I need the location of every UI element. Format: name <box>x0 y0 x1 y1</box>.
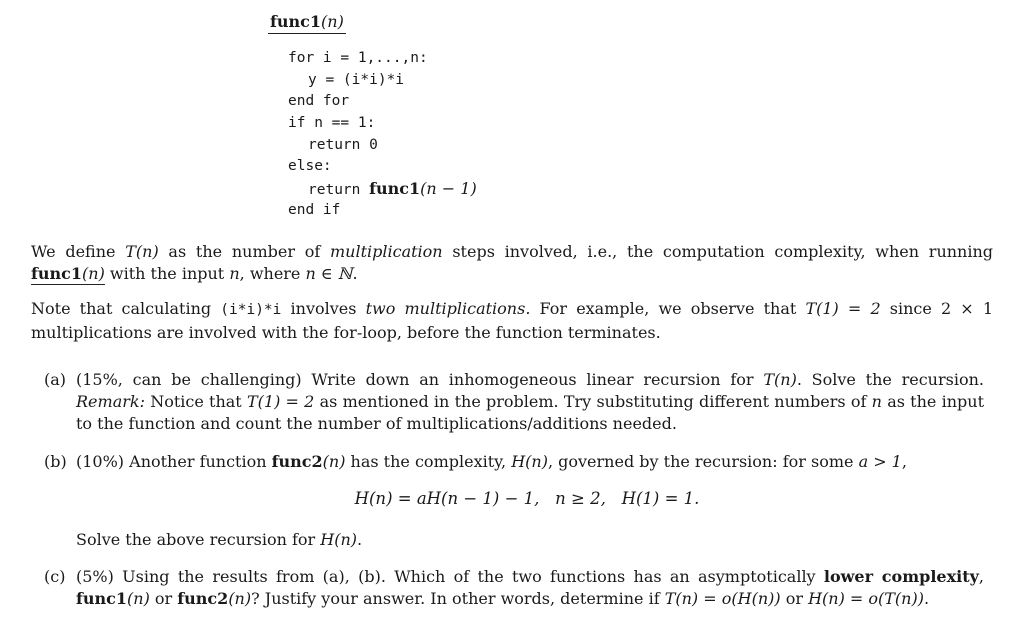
text: or <box>780 588 809 608</box>
code-line: else: <box>288 158 332 175</box>
math: n <box>871 391 882 411</box>
code-line: end for <box>288 93 350 110</box>
math: H(n) <box>320 530 358 549</box>
text: ? Justify your answer. In other words, determine if <box>251 588 665 608</box>
text: steps involved, i.e., the computation complexity, when running <box>442 242 994 261</box>
code-function-name: func1 <box>369 179 421 199</box>
math: n ∈ ℕ <box>305 263 353 283</box>
text: Note that calculating <box>31 299 221 318</box>
math: H(n) <box>511 452 548 471</box>
code-line: if n == 1: <box>288 115 376 132</box>
text: has the complexity, <box>345 452 512 471</box>
emphasis: multiplication <box>330 242 443 261</box>
math: n <box>229 263 240 283</box>
question-label: (c) <box>44 567 66 586</box>
function-name: func2 <box>271 452 323 471</box>
text: . <box>352 263 358 283</box>
text: (15%, can be challenging) Write down an inhomogeneous linear recursion for <box>76 370 764 389</box>
code-line: for i = 1,...,n: <box>288 50 428 66</box>
math: T(1) = 2 <box>805 299 881 318</box>
text: involves <box>281 299 366 318</box>
math: a > 1 <box>858 452 902 471</box>
recursion-equation: H(n) = aH(n − 1) − 1, n ≥ 2, H(1) = 1. <box>354 489 700 508</box>
algorithm-code <box>288 48 477 222</box>
code-keyword: return <box>308 182 370 199</box>
function-arg: (n) <box>82 263 105 283</box>
algorithm-function-arg: (n) <box>321 12 344 31</box>
text: For example, we observe that <box>530 299 806 318</box>
text: We define <box>31 242 126 261</box>
question-b-instruction <box>76 530 362 549</box>
code-line: end if <box>288 201 341 218</box>
text: Solve the above recursion for <box>76 530 321 549</box>
text: . <box>923 588 930 608</box>
text: . Solve the recursion. <box>796 370 984 389</box>
math: 2 × 1 <box>940 299 994 318</box>
emphasis: Remark: <box>76 391 145 411</box>
text: (5%) Using the results from (a), (b). Which of the two functions has an asymptotically <box>76 567 824 586</box>
question-label: (b) <box>44 452 67 471</box>
algorithm-function-name: func1 <box>270 12 322 31</box>
question-b <box>44 451 984 473</box>
text: . <box>357 530 363 549</box>
question-a <box>44 369 984 434</box>
text: Notice that <box>144 391 247 411</box>
text: since <box>880 299 941 318</box>
text: with the input <box>104 263 230 283</box>
function-arg: (n) <box>127 588 150 608</box>
note-paragraph <box>31 298 993 344</box>
text: as mentioned in the problem. Try substituting different numbers of <box>314 391 872 411</box>
code-line <box>288 178 477 200</box>
function-arg: (n) <box>322 452 346 471</box>
question-text <box>76 566 984 610</box>
question-text <box>76 369 984 434</box>
text: multiplications are involved with the for-loop, before the function terminates. <box>31 322 661 342</box>
algorithm-title <box>268 12 346 34</box>
definition-paragraph <box>31 241 993 285</box>
math: T(n) = o(H(n)) <box>664 588 781 608</box>
math: H(n) = o(T(n)) <box>808 588 924 608</box>
function-arg: (n) <box>228 588 252 608</box>
question-c <box>44 566 984 610</box>
function-ref <box>31 264 105 285</box>
inline-code: (i*i)*i <box>220 302 282 318</box>
question-text <box>76 451 984 473</box>
text: , governed by the recursion: for some <box>547 452 859 471</box>
text: , <box>901 452 907 471</box>
text: as the number of <box>158 242 330 261</box>
math: T(n) <box>125 242 159 261</box>
function-name: func1 <box>76 588 128 608</box>
code-line: return 0 <box>308 136 378 153</box>
math: T(1) = 2 <box>246 391 315 411</box>
math: T(n) <box>763 370 797 389</box>
text: , where <box>239 263 306 283</box>
bold-text: lower complexity <box>823 567 979 586</box>
question-label: (a) <box>44 370 67 389</box>
function-name: func1 <box>31 263 83 283</box>
text: or <box>149 588 178 608</box>
text: as the input to the function and count the number of multiplications/additions needed. <box>76 391 985 433</box>
code-line: y = (i*i)*i <box>308 71 405 88</box>
text: , <box>978 567 984 586</box>
emphasis: two multiplications. <box>365 299 531 318</box>
text: (10%) Another function <box>76 452 272 471</box>
code-function-arg: (n − 1) <box>420 179 477 199</box>
function-name: func2 <box>177 588 229 608</box>
